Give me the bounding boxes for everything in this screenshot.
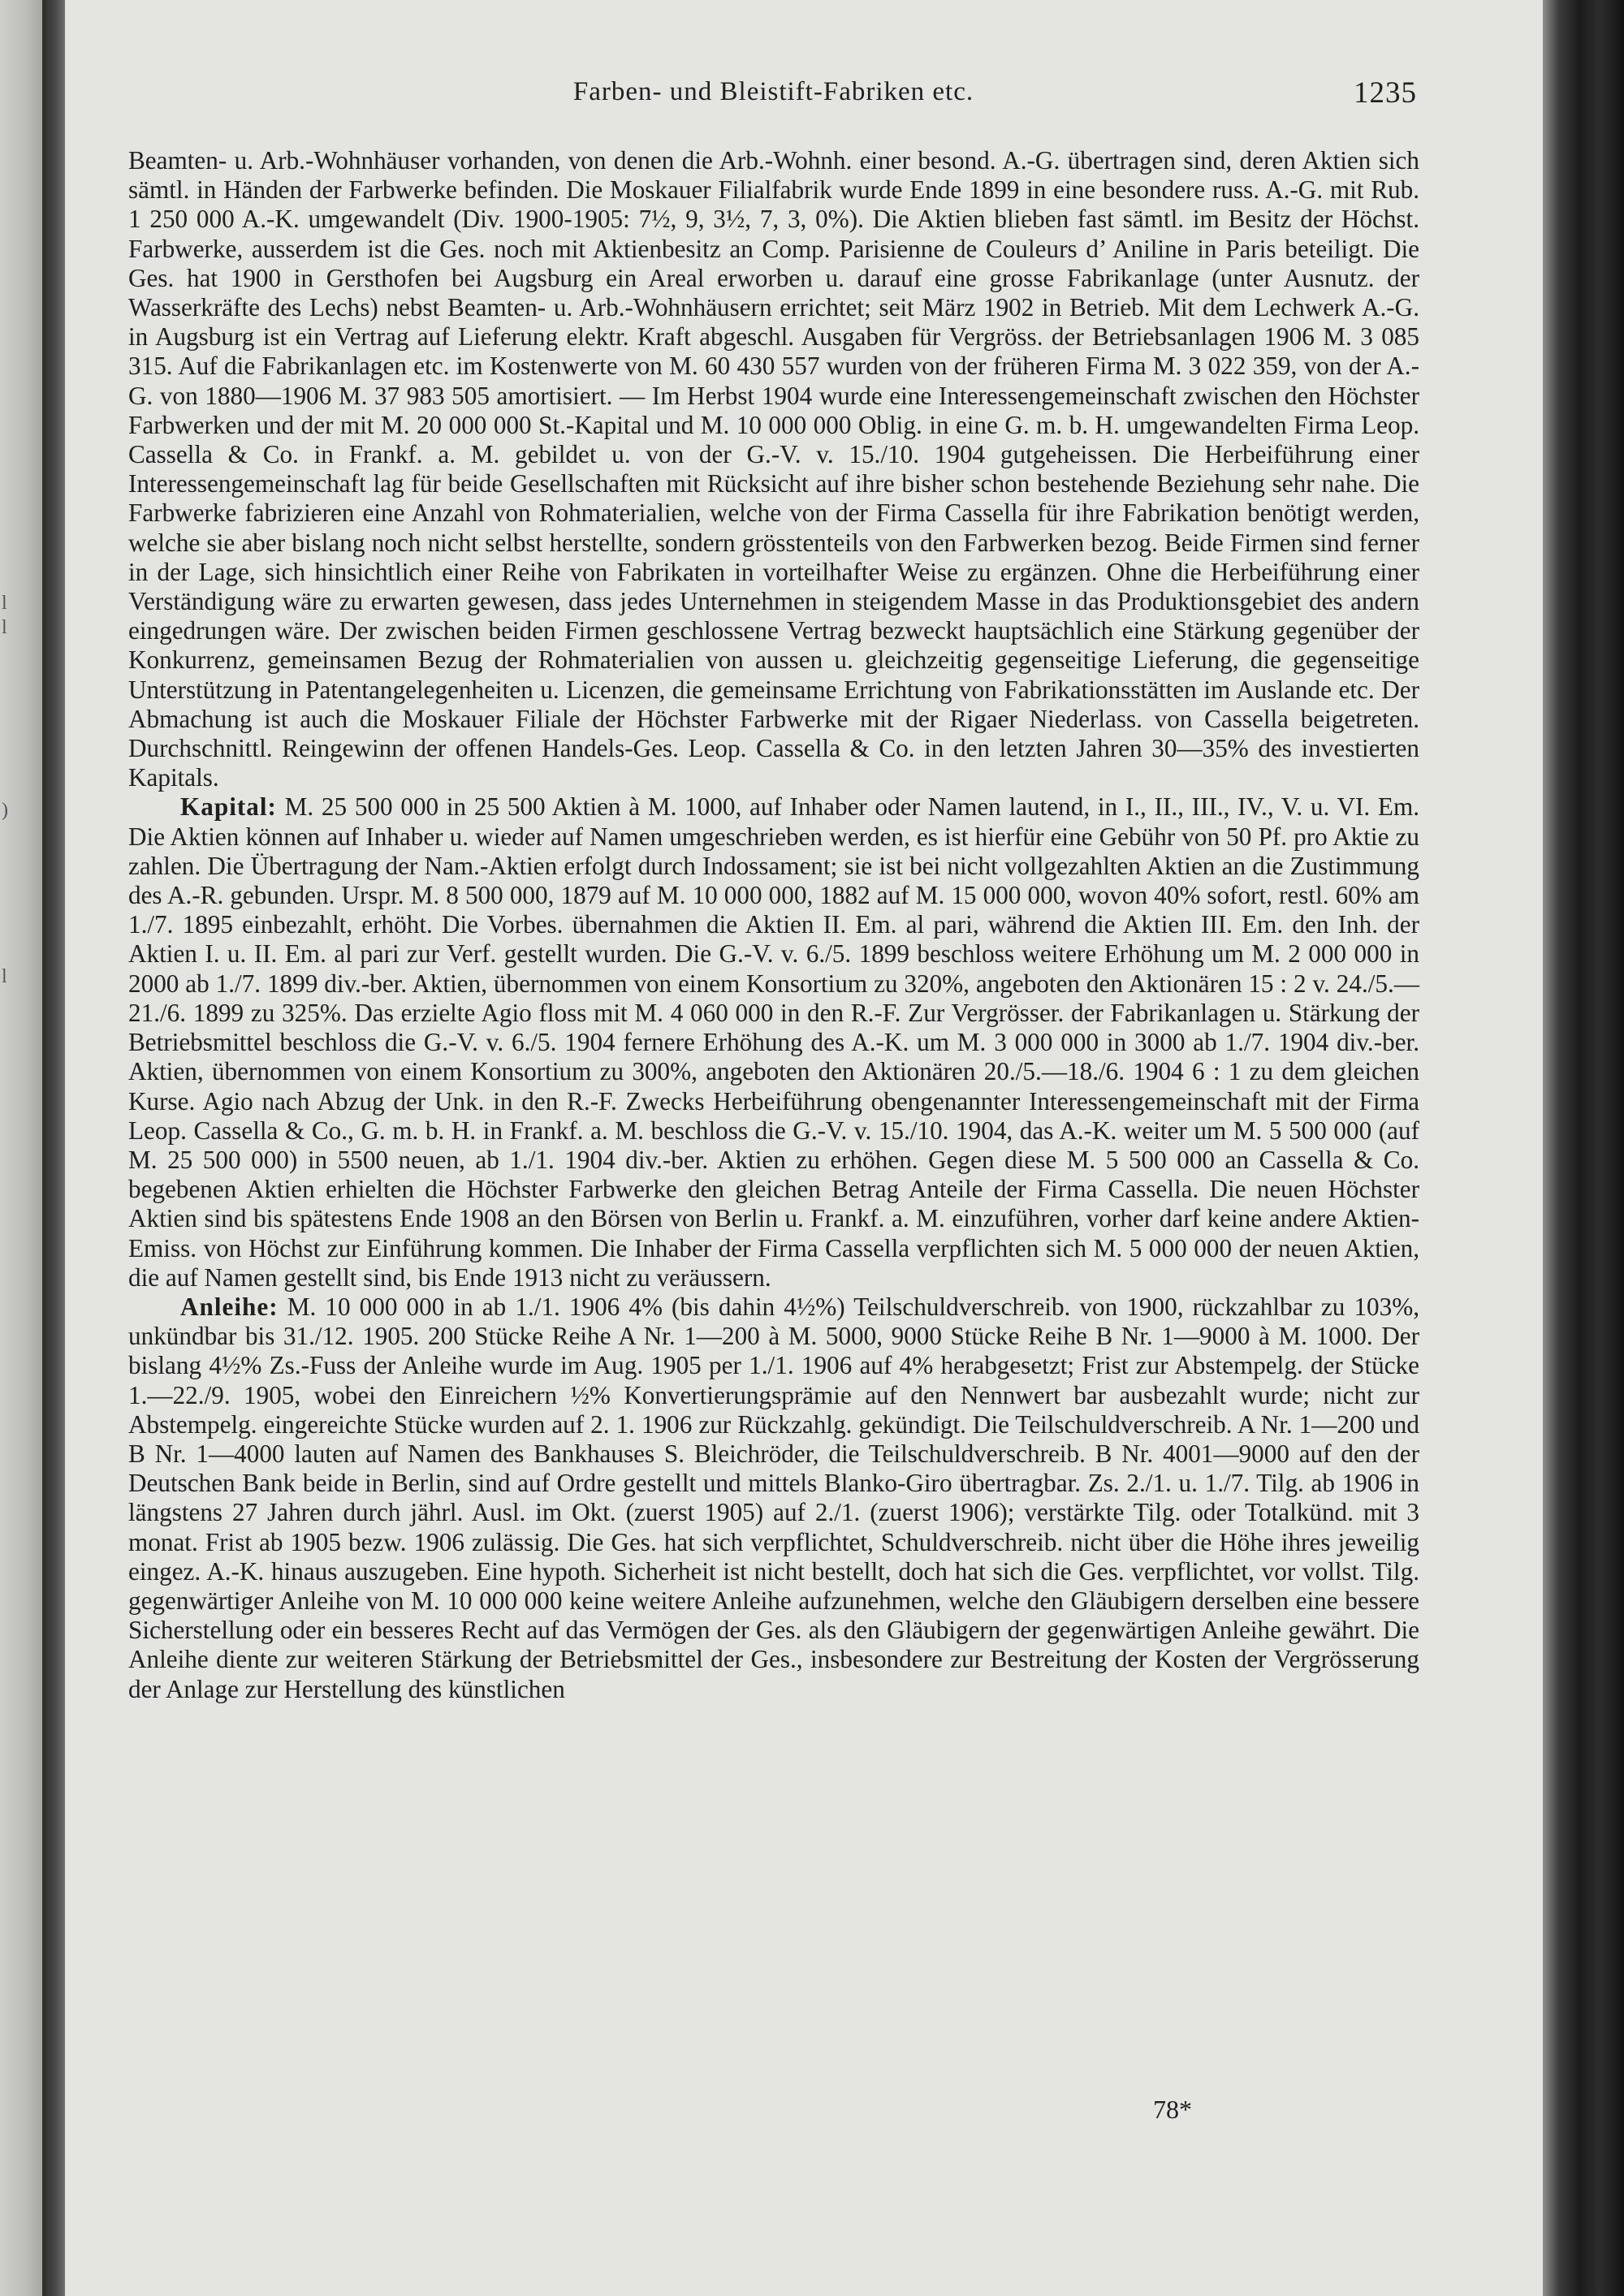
book-binding-shadow bbox=[42, 0, 65, 2296]
margin-mark: l bbox=[2, 593, 7, 614]
margin-mark: l bbox=[2, 617, 7, 638]
running-title: Farben- und Bleistift-Fabriken etc. bbox=[572, 77, 974, 106]
margin-mark: ) bbox=[2, 800, 8, 821]
page-header bbox=[130, 77, 1417, 118]
paragraph-text: M. 10 000 000 in ab 1./1. 1906 4% (bis dahin 4½%) Teilschuldverschreib. von 1900, rückzahlbar zu 103%, unkündbar bis 31./12. 1905. 200 Stücke Reihe A Nr. 1—200 à M. 5000, 9000 Stücke Reihe B Nr. 1—9000 à M. 1000. Der bislang 4½% Zs.-Fuss der Anleihe wurde im Aug. 1905 per 1./1. 1906 auf 4% herabgesetzt; Frist zur Abstempelg. der Stücke 1.—22./9. 1905, wobei den Einreichern ½% Konvertierungsprämie auf den Nennwert bar ausbezahlt wurde; nicht zur Abstempelg. eingereichte Stücke wurden auf 2. 1. 1906 zur Rückzahlg. gekündigt. Die Teilschuldverschreib. A Nr. 1—200 und B Nr. 1—4000 lauten auf Namen des Bankhauses S. Bleichröder, die Teilschuldverschreib. B Nr. 4001—9000 auf den der Deutschen Bank beide in Berlin, sind auf Ordre gestellt und mittels Blanko-Giro übertragbar. Zs. 2./1. u. 1./7. Tilg. ab 1906 in längstens 27 Jahren durch jährl. Ausl. im Okt. (zuerst 1905) auf 2./1. (zuerst 1906); verstärkte Tilg. oder Totalkünd. mit 3 monat. Frist ab 1905 bezw. 1906 zulässig. Die Ges. hat sich verpflichtet, Schuldverschreib. nicht über die Höhe ihres jeweilig eingez. A.-K. hinaus auszugeben. Eine hypoth. Sicherheit ist nicht bestellt, doch hat sich die Ges. verpflichtet, vor vollst. Tilg. gegenwärtiger Anleihe von M. 10 000 000 keine weitere Anleihe aufzunehmen, welche den Gläubigern derselben eine bessere Sicherstellung oder ein besseres Recht auf das Vermögen der Ges. als den Gläubigern der gegenwärtigen Anleihe gewährt. Die Anleihe diente zur weiteren Stärkung der Betriebsmittel der Ges., insbesondere zur Bestreitung der Kosten der Vergrösserung der Anlage zur Herstellung des künstlichen bbox=[128, 1292, 1419, 1703]
signature-mark: 78* bbox=[1153, 2095, 1192, 2124]
paragraph-anleihe bbox=[128, 1293, 1419, 1704]
section-heading-anleihe: Anleihe: bbox=[180, 1292, 279, 1321]
margin-mark: l bbox=[2, 966, 7, 987]
paragraph-text: M. 25 500 000 in 25 500 Aktien à M. 1000, auf Inhaber oder Namen lautend, in I., II., III., IV., V. u. VI. Em. Die Aktien können auf Inhaber u. wieder auf Namen umgeschrieben werden, es ist hierfür eine Gebühr von 50 Pf. pro Aktie zu zahlen. Die Übertragung der Nam.-Aktien erfolgt durch Indossament; sie ist bei nicht vollgezahlten Aktien an die Zustimmung des A.-R. gebunden. Urspr. M. 8 500 000, 1879 auf M. 10 000 000, 1882 auf M. 15 000 000, wovon 40% sofort, restl. 60% am 1./7. 1895 einbezahlt, erhöht. Die Vorbes. übernahmen die Aktien II. Em. al pari, während die Aktien III. Em. den Inh. der Aktien I. u. II. Em. al pari zur Verf. gestellt wurden. Die G.-V. v. 6./5. 1899 beschloss weitere Erhöhung um M. 2 000 000 in 2000 ab 1./7. 1899 div.-ber. Aktien, übernommen von einem Konsortium zu 320%, angeboten den Aktionären 15 : 2 v. 24./5.—21./6. 1899 zu 325%. Das erzielte Agio floss mit M. 4 060 000 in den R.-F. Zur Vergrösser. der Fabrikanlagen u. Stärkung der Betriebsmittel beschloss die G.-V. v. 6./5. 1904 fernere Erhöhung des A.-K. um M. 3 000 000 in 3000 ab 1./7. 1904 div.-ber. Aktien, übernommen von einem Konsortium zu 300%, angeboten den Aktionären 20./5.—18./6. 1904 6 : 1 zu dem gleichen Kurse. Agio nach Abzug der Unk. in den R.-F. Zwecks Herbeiführung obengenannter Interessengemeinschaft mit der Firma Leop. Cassella & Co., G. m. b. H. in Frankf. a. M. beschloss die G.-V. v. 15./10. 1904, das A.-K. weiter um M. 5 500 000 (auf M. 25 500 000) in 5500 neuen, ab 1./1. 1904 div.-ber. Aktien zu erhöhen. Gegen diese M. 5 500 000 an Cassella & Co. begebenen Aktien erhielten die Höchster Farbwerke den gleichen Betrag Anteile der Firma Cassella. Die neuen Höchster Aktien sind bis spätestens Ende 1908 an den Börsen von Berlin u. Frankf. a. M. einzuführen, vorher darf keine andere Aktien-Emiss. von Höchst zur Einführung kommen. Die Inhaber der Firma Cassella verpflichten sich M. 5 000 000 der neuen Aktien, die auf Namen gestellt sind, bis Ende 1913 nicht zu veräussern. bbox=[128, 792, 1419, 1292]
page-edge-shadow bbox=[1543, 0, 1624, 2296]
paragraph-intro bbox=[128, 146, 1419, 792]
page-number: 1235 bbox=[1354, 76, 1417, 110]
paragraph-kapital bbox=[128, 792, 1419, 1292]
section-heading-kapital: Kapital: bbox=[180, 792, 277, 822]
body-text bbox=[128, 146, 1419, 1704]
paragraph-text: Beamten- u. Arb.-Wohnhäuser vorhanden, von denen die Arb.-Wohnh. einer besond. A.-G. übertragen sind, deren Aktien sich sämtl. in Händen der Farbwerke befinden. Die Moskauer Filialfabrik wurde Ende 1899 in eine besondere russ. A.-G. mit Rub. 1 250 000 A.-K. umgewandelt (Div. 1900-1905: 7½, 9, 3½, 7, 3, 0%). Die Aktien blieben fast sämtl. im Besitz der Höchst. Farbwerke, ausserdem ist die Ges. noch mit Aktienbesitz an Comp. Parisienne de Couleurs d’ Aniline in Paris beteiligt. Die Ges. hat 1900 in Gersthofen bei Augsburg ein Areal erworben u. darauf eine grosse Fabrikanlage (unter Ausnutz. der Wasserkräfte des Lechs) nebst Beamten- u. Arb.-Wohnhäusern errichtet; seit März 1902 in Betrieb. Mit dem Lechwerk A.-G. in Augsburg ist ein Vertrag auf Lieferung elektr. Kraft abgeschl. Ausgaben für Vergröss. der Betriebsanlagen 1906 M. 3 085 315. Auf die Fabrikanlagen etc. im Kostenwerte von M. 60 430 557 wurden von der früheren Firma M. 3 022 359, von der A.-G. von 1880—1906 M. 37 983 505 amortisiert. — Im Herbst 1904 wurde eine Interessengemeinschaft zwischen den Höchster Farbwerken und der mit M. 20 000 000 St.-Kapital und M. 10 000 000 Oblig. in eine G. m. b. H. umgewandelten Firma Leop. Cassella & Co. in Frankf. a. M. gebildet u. von der G.-V. v. 15./10. 1904 gutgeheissen. Die Herbeiführung einer Interessengemeinschaft lag für beide Gesellschaften mit Rücksicht auf ihre bisher schon bestehende Beziehung sehr nahe. Die Farbwerke fabrizieren eine Anzahl von Rohmaterialien, welche von der Firma Cassella für ihre Fabrikation benötigt werden, welche sie aber bislang noch nicht selbst herstellte, sondern grösstenteils von den Farbwerken bezog. Beide Firmen sind ferner in der Lage, sich hinsichtlich einer Reihe von Fabrikaten in vorteilhafter Weise zu ergänzen. Ohne die Herbeiführung einer Verständigung wäre zu erwarten gewesen, dass jedes Unternehmen in steigendem Masse in das Produktionsgebiet des andern eingedrungen wäre. Der zwischen beiden Firmen geschlossene Vertrag bezweckt hauptsächlich eine Stärkung gegenüber der Konkurrenz, gemeinsamen Bezug der Rohmaterialien von aussen u. gleichzeitig gegenseitige Lieferung, die gegenseitige Unterstützung in Patentangelegenheiten u. Licenzen, die gemeinsame Errichtung von Fabrikationsstätten im Auslande etc. Der Abmachung ist auch die Moskauer Filiale der Höchster Farbwerke mit der Rigaer Niederlass. von Cassella beigetreten. Durchschnittl. Reingewinn der offenen Handels-Ges. Leop. Cassella & Co. in den letzten Jahren 30—35% des investierten Kapitals. bbox=[128, 146, 1419, 792]
facing-page-marks bbox=[0, 0, 41, 2296]
